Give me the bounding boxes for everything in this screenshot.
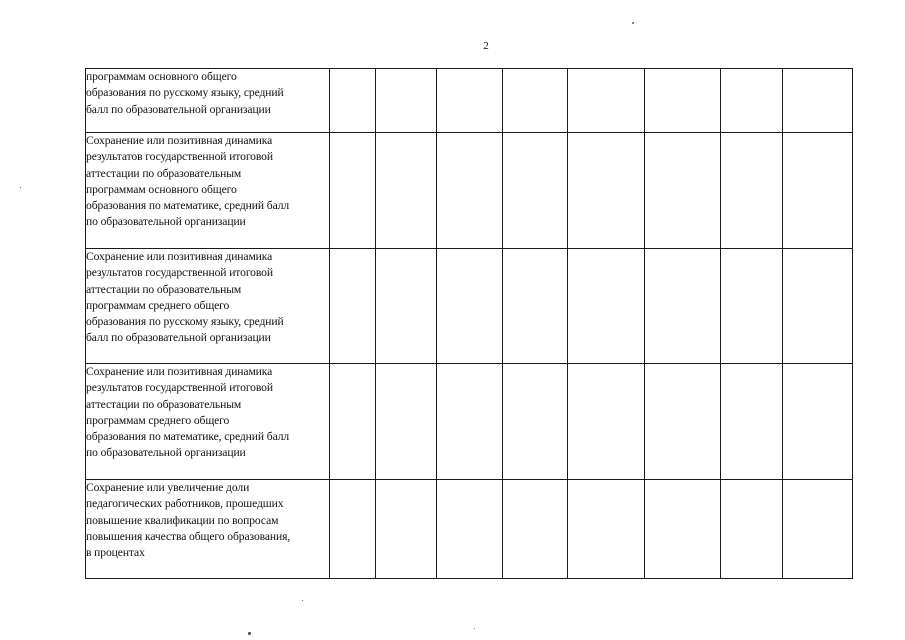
indicator-label-line: программам среднего общего [86,413,230,427]
value-cell [645,364,721,480]
indicator-label-line: аттестации по образовательным [86,397,242,411]
value-cell [783,364,853,480]
value-cell [437,69,503,133]
value-cell [376,364,437,480]
value-cell [376,69,437,133]
indicators-table [85,68,853,579]
indicator-label-cell [86,133,330,249]
value-cell [721,133,783,249]
scan-speck [632,22,634,24]
indicator-label-line: повышение квалификации по вопросам [86,513,279,527]
table-row [86,249,853,364]
indicator-label-line: балл по образовательной организации [86,331,271,345]
value-cell [645,480,721,579]
indicator-label-line: Сохранение или позитивная динамика [86,365,273,378]
value-cell [568,133,645,249]
indicator-label-line: образования по русскому языку, средний [86,315,284,329]
value-cell [376,133,437,249]
indicator-label-line: программам основного общего [86,70,237,83]
value-cell [645,69,721,133]
indicator-label-cell [86,364,330,480]
value-cell [721,364,783,480]
value-cell [721,69,783,133]
indicator-label-cell [86,69,330,133]
value-cell [783,133,853,249]
indicator-label-line: результатов государственной итоговой [86,381,273,395]
indicator-label-line: Сохранение или позитивная динамика [86,250,273,263]
indicator-label-line: аттестации по образовательным [86,166,242,180]
value-cell [503,69,568,133]
value-cell [437,480,503,579]
indicator-label-line: результатов государственной итоговой [86,266,273,280]
value-cell [568,249,645,364]
value-cell [568,364,645,480]
indicator-label-cell [86,480,330,579]
value-cell [503,133,568,249]
value-cell [330,69,376,133]
scan-speck [302,600,303,601]
value-cell [376,480,437,579]
indicator-label-cell [86,249,330,364]
indicator-label-line: балл по образовательной организации [86,102,271,116]
value-cell [330,364,376,480]
indicator-label-line: образования по математике, средний балл [86,199,290,213]
indicator-label-line: по образовательной организации [86,446,246,460]
scan-speck [474,628,475,629]
page-number: 2 [483,40,489,52]
table-row [86,133,853,249]
indicator-label-line: в процентах [86,546,145,560]
indicator-label-line: программам основного общего [86,182,237,196]
value-cell [503,480,568,579]
value-cell [437,249,503,364]
value-cell [645,249,721,364]
indicator-label-line: аттестации по образовательным [86,282,242,296]
indicator-label-line: повышения качества общего образования, [86,529,291,543]
indicator-label-line: по образовательной организации [86,215,246,229]
value-cell [503,249,568,364]
indicator-label-line: Сохранение или увеличение доли [86,481,250,494]
table-row [86,69,853,133]
table-row [86,480,853,579]
indicator-label-line: результатов государственной итоговой [86,150,273,164]
value-cell [330,249,376,364]
value-cell [330,480,376,579]
indicator-label-line: образования по русскому языку, средний [86,86,284,100]
indicator-label-line: педагогических работников, прошедших [86,497,284,511]
value-cell [330,133,376,249]
value-cell [721,480,783,579]
table-row [86,364,853,480]
value-cell [568,69,645,133]
value-cell [783,69,853,133]
indicator-label-line: образования по математике, средний балл [86,430,290,444]
indicator-label-line: Сохранение или позитивная динамика [86,134,273,147]
value-cell [645,133,721,249]
value-cell [503,364,568,480]
value-cell [783,249,853,364]
value-cell [568,480,645,579]
value-cell [437,364,503,480]
scan-speck [248,632,251,635]
value-cell [376,249,437,364]
indicator-label-line: программам среднего общего [86,298,230,312]
scan-speck [20,187,21,188]
value-cell [721,249,783,364]
value-cell [783,480,853,579]
value-cell [437,133,503,249]
